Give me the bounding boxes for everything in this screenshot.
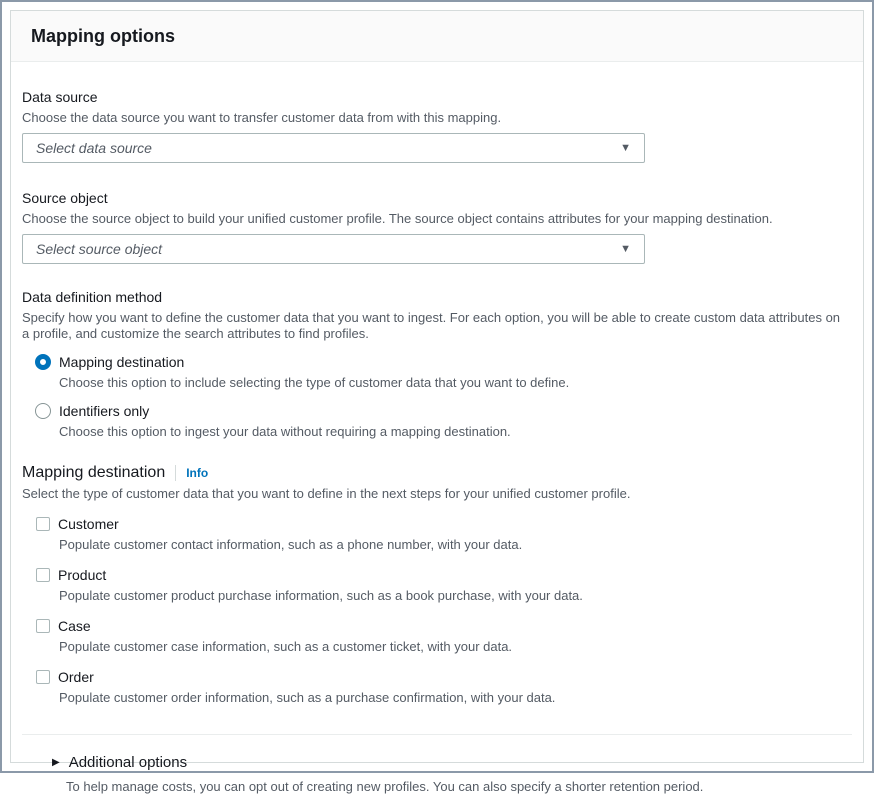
checkbox-option-product bbox=[22, 567, 852, 604]
checkbox-case-description: Populate customer case information, such as a customer ticket, with your data. bbox=[59, 639, 513, 654]
card-header bbox=[11, 11, 863, 62]
checkbox-case[interactable] bbox=[36, 619, 50, 633]
checkbox-order-description: Populate customer order information, such as a purchase confirmation, with your data. bbox=[59, 690, 556, 705]
data-definition-description: Specify how you want to define the customer data that you want to ingest. For each option, you will be able to create custom data attributes on a profile, and customize the search attributes to find profiles. bbox=[22, 310, 841, 341]
checkbox-option-order bbox=[22, 669, 852, 706]
mapping-destination-heading: Mapping destination bbox=[22, 464, 166, 481]
data-source-field bbox=[22, 88, 852, 163]
data-source-description: Choose the data source you want to transfer customer data from with this mapping. bbox=[22, 110, 502, 125]
source-object-placeholder: Select source object bbox=[36, 241, 163, 257]
checkbox-order-label[interactable]: Order bbox=[58, 669, 94, 685]
checkbox-customer-description: Populate customer contact information, such as a phone number, with your data. bbox=[59, 537, 523, 552]
mapping-destination-group bbox=[22, 464, 852, 706]
additional-options-label: Additional options bbox=[68, 754, 188, 771]
radio-mapping-destination-description: Choose this option to include selecting the type of customer data that you want to define. bbox=[59, 375, 570, 390]
radio-identifiers-only-label[interactable]: Identifiers only bbox=[59, 403, 150, 419]
chevron-down-icon: ▼ bbox=[620, 242, 631, 255]
data-source-label: Data source bbox=[22, 89, 98, 105]
additional-options-description: To help manage costs, you can opt out of creating new profiles. You can also specify a shorter retention period. bbox=[66, 779, 704, 794]
source-object-field bbox=[22, 189, 852, 264]
mapping-destination-heading-row bbox=[22, 464, 852, 482]
radio-mapping-destination[interactable] bbox=[35, 354, 51, 370]
mapping-destination-description: Select the type of customer data that you want to define in the next steps for your unified customer profile. bbox=[22, 486, 631, 501]
source-object-select[interactable] bbox=[22, 234, 645, 264]
checkbox-option-customer bbox=[22, 516, 852, 553]
source-object-label: Source object bbox=[22, 190, 108, 206]
radio-mapping-destination-label[interactable]: Mapping destination bbox=[59, 354, 185, 370]
checkbox-product[interactable] bbox=[36, 568, 50, 582]
expand-triangle-icon: ▶ bbox=[52, 756, 60, 768]
checkbox-option-case bbox=[22, 618, 852, 655]
source-object-description: Choose the source object to build your unified customer profile. The source object contains attributes for your mapping destination. bbox=[22, 211, 773, 226]
radio-option-identifiers-only bbox=[22, 403, 852, 440]
checkbox-product-description: Populate customer product purchase information, such as a book purchase, with your data. bbox=[59, 588, 583, 603]
additional-options-section bbox=[22, 735, 852, 811]
heading-divider bbox=[175, 465, 176, 481]
card-body bbox=[11, 62, 863, 811]
chevron-down-icon: ▼ bbox=[620, 141, 631, 154]
radio-identifiers-only-description: Choose this option to ingest your data without requiring a mapping destination. bbox=[59, 424, 511, 439]
checkbox-order[interactable] bbox=[36, 670, 50, 684]
radio-option-mapping-destination bbox=[22, 354, 852, 391]
additional-options-expander[interactable] bbox=[52, 754, 832, 771]
radio-identifiers-only[interactable] bbox=[35, 403, 51, 419]
checkbox-product-label[interactable]: Product bbox=[58, 567, 107, 583]
data-definition-label: Data definition method bbox=[22, 289, 163, 305]
page-title: Mapping options bbox=[31, 26, 175, 46]
checkbox-customer-label[interactable]: Customer bbox=[58, 516, 119, 532]
checkbox-case-label[interactable]: Case bbox=[58, 618, 91, 634]
checkbox-customer[interactable] bbox=[36, 517, 50, 531]
mapping-options-card bbox=[10, 10, 864, 794]
data-source-select[interactable] bbox=[22, 133, 645, 163]
info-link[interactable]: Info bbox=[186, 466, 209, 480]
data-definition-group bbox=[22, 288, 852, 440]
data-source-placeholder: Select data source bbox=[36, 140, 152, 156]
